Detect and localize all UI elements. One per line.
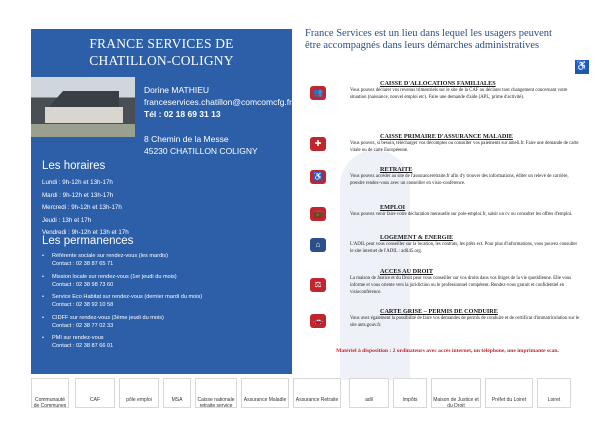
- service-cpam: ✚ CAISSE PRIMAIRE D'ASSURANCE MALADIE Vous pouvez, si besoin, télécharger vos décomptes ou consulter vos paiements sur ameli.fr. Faire une demande de carte vitale ou de carte Européenne.: [310, 133, 580, 155]
- hours-row: Vendredi : 9h-12h et 13h et 17h: [42, 229, 129, 237]
- service-carte-grise: 🚗 CARTE GRISE – PERMIS DE CONDUIRE Vous avez également la possibilité de faire vos demandes de permis de conduire et de certificat d'immatriculation sur le site ants.gouv.fr.: [310, 308, 580, 330]
- logo-msa: MSA: [163, 378, 191, 408]
- logo-mjd: Maison de Justice et du Droit: [431, 378, 481, 408]
- briefcase-icon: 💼: [310, 207, 326, 221]
- material-note: Matériel à disposition : 2 ordinateurs avec accès internet, un téléphone, une imprimante scan.: [336, 348, 559, 354]
- logos-strip: [31, 378, 571, 408]
- building-wall: [45, 107, 123, 123]
- service-emploi: 💼 EMPLOI Vous pouvez venir faire votre déclaration mensuelle sur pole-emploi.fr, saisir un cv ou consulter les offres d'emploi.: [310, 204, 580, 219]
- building-photo: [31, 77, 135, 137]
- health-icon: ✚: [310, 137, 326, 151]
- hours-list: [42, 177, 129, 240]
- contact-block: [144, 84, 292, 120]
- logo-impots: Impôts: [393, 378, 427, 408]
- logo-comcom: Communauté de Communes: [31, 378, 69, 408]
- permanence-item: • Référente sociale sur rendez-vous (les mardis) Contact : 02 38 87 65 71: [42, 253, 168, 267]
- house-icon: ⌂: [310, 238, 326, 252]
- bullet-icon: •: [42, 273, 44, 280]
- logo-prefet: Préfet du Loiret: [485, 378, 533, 408]
- logo-loiret: Loiret: [537, 378, 571, 408]
- hours-row: Mercredi : 9h-12h et 13h-17h: [42, 204, 122, 212]
- hours-row: Jeudi : 13h et 17h: [42, 216, 92, 224]
- permanence-item: • PMI sur rendez-vous Contact : 02 38 87 66 01: [42, 335, 114, 349]
- retirement-icon: ♿: [310, 170, 326, 184]
- logo-adil: adil: [349, 378, 389, 408]
- service-droit: ⚖ ACCES AU DROIT La maison de Justice et du Droit peut vous conseiller sur vos droits dans vos litiges de la vie quotidienne. Elle vous informe et vous oriente vers la juridiction ou le professionnel compétent. Rendez-vous gratuit et confidentiel en visioconférence.: [310, 268, 580, 296]
- logo-assurance-maladie: Assurance Maladie: [241, 378, 289, 408]
- car-icon: 🚗: [310, 314, 326, 328]
- address-line1: 8 Chemin de la Messe: [144, 134, 229, 144]
- left-panel: [31, 29, 292, 374]
- service-logement: ⌂ LOGEMENT & ENERGIE L'ADIL peut vous conseiller sur la location, les contrats, les prêts ect. Pour plus d'informations, vous pouvez consulter le site internet de l'ADIL : adil45.org.: [310, 234, 580, 256]
- address-line2: 45230 CHATILLON COLIGNY: [144, 146, 258, 156]
- service-retraite: ♿ RETRAITE Vous pouvez accéder au site de l'assuranceretraite.fr afin d'y trouver des informations, éditer un relevé de carrière, prendre rendez-vous avec un conseiller en visio-conférence.: [310, 166, 580, 188]
- address-block: [144, 133, 258, 157]
- hours-row: Mardi : 9h-12h et 13h-17h: [42, 191, 114, 199]
- service-caf: 👥 CAISSE D'ALLOCATIONS FAMILIALES Vous pouvez déclarer vos revenus trimestriels sur le site de la CAF ou déclarer tout changement concernant votre situation (naissance, nouvel emploi etc). Faire une demande d'aide (APL, prime d'activité).: [310, 80, 580, 102]
- bullet-icon: •: [42, 294, 44, 300]
- bullet-icon: •: [42, 335, 44, 341]
- contact-tel[interactable]: Tél : 02 18 69 31 13: [144, 109, 221, 119]
- family-icon: 👥: [310, 86, 326, 100]
- logo-pole-emploi: pôle emploi: [119, 378, 159, 408]
- scales-icon: ⚖: [310, 278, 326, 292]
- accessibility-icon: ♿: [575, 61, 589, 72]
- permanence-item: • Mission locale sur rendez-vous (1er jeudi du mois) Contact : 02 38 98 73 60: [42, 273, 177, 288]
- contact-email[interactable]: franceservices.chatillon@comcomcfg.fr: [144, 97, 292, 107]
- permanences-list: [42, 252, 287, 355]
- left-title: FRANCE SERVICES DE CHATILLON-COLIGNY: [89, 36, 234, 68]
- logo-cnr: Caisse nationale retraite service: [195, 378, 237, 408]
- contact-name: Dorine MATHIEU: [144, 85, 210, 95]
- logo-assurance-retraite: Assurance Retraite: [293, 378, 341, 408]
- permanences-title: Les permanences: [42, 235, 134, 247]
- permanence-item: • CIDFF sur rendez-vous (3ème jeudi du mois) Contact : 02 38 77 02 33: [42, 314, 164, 329]
- hours-row: Lundi : 9h-12h et 13h-17h: [42, 179, 113, 186]
- hours-title: Les horaires: [42, 160, 106, 172]
- bullet-icon: •: [42, 253, 44, 259]
- bullet-icon: •: [42, 314, 44, 321]
- permanence-item: • Service Eco Habitat sur rendez-vous (dernier mardi du mois) Contact : 02 38 92 10 58: [42, 294, 203, 308]
- right-heading: France Services est un lieu dans lequel les usagers peuvent être accompagnés dans leurs démarches administratives: [305, 28, 552, 51]
- logo-caf: CAF: [75, 378, 115, 408]
